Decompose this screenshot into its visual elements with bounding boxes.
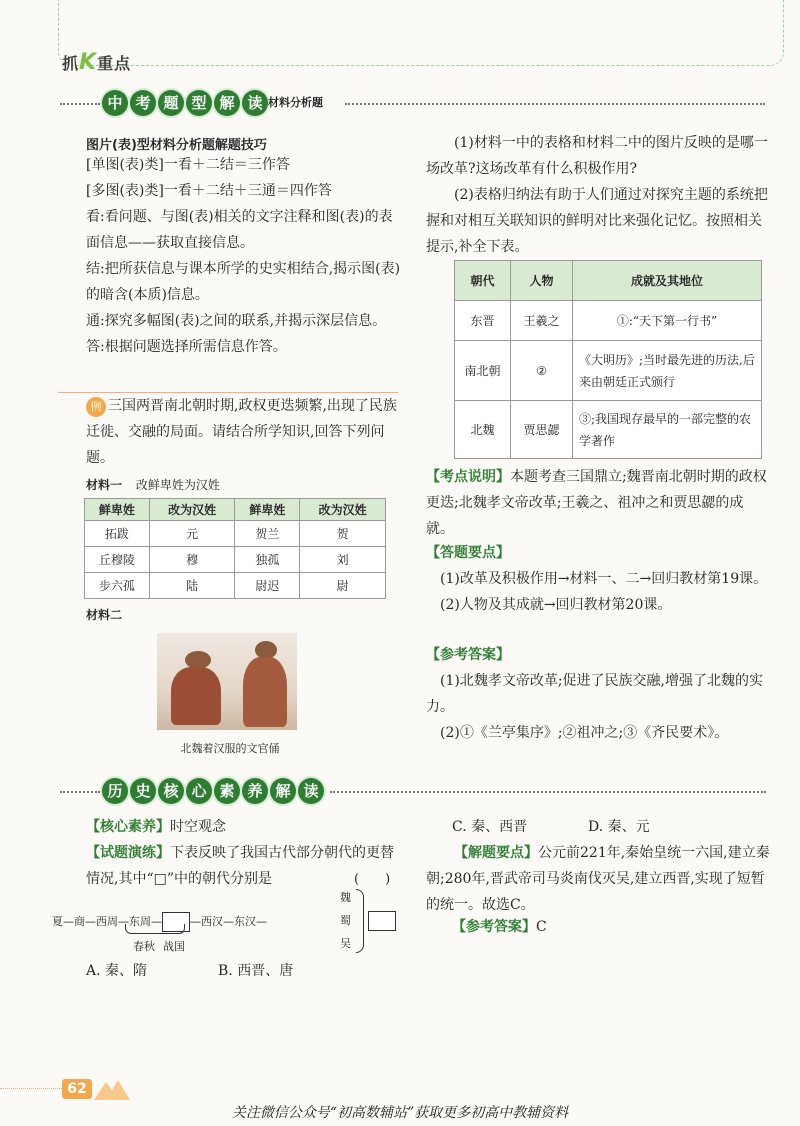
table-row: 东晋 王羲之 ①:“天下第一行书” — [455, 301, 762, 341]
blank-box-2 — [368, 911, 396, 931]
header-frame — [58, 0, 784, 66]
example-text: 三国两晋南北朝时期,政权更迭频繁,出现了民族迁徙、交融的局面。请结合所学知识,回答下列问题。 — [86, 398, 397, 466]
figurine-photo — [157, 633, 297, 730]
mountain-icon — [94, 1076, 130, 1100]
section-subtitle: 材料分析题 — [268, 96, 323, 109]
material-one-label: 材料一 改鲜卑姓为汉姓 — [86, 478, 220, 492]
timeline-sub-labels: 春秋 战国 — [133, 940, 185, 953]
promo-footer: 关注微信公众号“初高数辅站”获取更多初高中教辅资料 — [231, 1105, 569, 1121]
tips-heading: 图片(表)型材料分析题解题技巧 — [86, 138, 267, 153]
col-header: 成就及其地位 — [573, 261, 762, 301]
practice-question: 【试题演练】下表反映了我国古代部分朝代的更替情况,其中“□”中的朝代分别是 — [86, 845, 394, 887]
section-title-exam: 中 考 题 型 解 读 — [102, 90, 270, 116]
table-row: 北魏 贾思勰 ③;我国现存最早的一部完整的农学著作 — [455, 401, 762, 459]
divider — [60, 791, 100, 793]
page-number: 62 — [62, 1079, 92, 1099]
col-header: 鲜卑姓 — [85, 499, 150, 521]
col-header: 朝代 — [455, 261, 511, 301]
column-logo: 抓K重点 — [62, 50, 132, 75]
core-literacy: 【核心素养】时空观念 — [86, 819, 226, 835]
table-header-row — [455, 261, 762, 301]
material-two-label: 材料二 — [86, 608, 123, 622]
tips-body: [单图(表)类]一看＋二结＝三作答 [多图(表)类]一看＋二结＋三通＝四作答 看:看问题、与图(表)相关的文字注释和图(表)的表面信息——获取直接信息。 结:把所获信息与课本所学的史实相结合,揭示图(表)的暗含(本质)信息。 通:探究多幅图(表)之间的联系,并揭示深层信息。 答:根据问题选择所需信息作答。 — [86, 157, 401, 355]
table-row: 拓跋 元 贺兰 贺 — [85, 521, 386, 547]
sub-bracket — [125, 924, 185, 934]
col-header: 人物 — [511, 261, 573, 301]
col-header: 改为汉姓 — [149, 499, 235, 521]
col-header: 鲜卑姓 — [235, 499, 300, 521]
section-title-core: 历 史 核 心 素 养 解 读 — [102, 778, 326, 804]
option-a: A. 秦、隋 — [86, 963, 148, 979]
question-1: (1)材料一中的表格和材料二中的图片反映的是哪一场改革?这场改革有什么积极作用? — [426, 135, 768, 177]
col-header: 改为汉姓 — [300, 499, 386, 521]
solution-points: 【解题要点】公元前221年,秦始皇统一六国,建立秦朝;280年,晋武帝司马炎南伐灭吴,建立西晋,实现了短暂的统一。故选C。 — [426, 845, 770, 913]
table-row: 步六孤 陆 尉迟 尉 — [85, 573, 386, 599]
option-d: D. 秦、元 — [588, 819, 650, 835]
answer-paren: ( ) — [354, 872, 391, 887]
photo-caption: 北魏着汉服的文官俑 — [180, 742, 280, 755]
reference-answer: 【参考答案】 (1)北魏孝文帝改革;促进了民族交融,增强了北魏的实力。 (2)①《兰亭集序》;②祖冲之;③《齐民要术》。 — [426, 647, 763, 741]
table-row: 丘穆陵 穆 独孤 刘 — [85, 547, 386, 573]
stack-brace — [356, 889, 364, 953]
divider — [345, 103, 765, 105]
divider — [330, 791, 766, 793]
dynasty-timeline: 夏—商—西周—东周— —西汉—东汉— — [52, 912, 267, 932]
three-kingdoms-stack: 魏 蜀 吴 — [340, 891, 351, 950]
question-2: (2)表格归纳法有助于人们通过对探究主题的系统把握和对相互关联知识的鲜明对比来强化记忆。按照相关提示,补全下表。 — [426, 187, 768, 255]
option-c: C. 秦、西晋 — [452, 819, 528, 835]
example-icon: 例 — [86, 397, 106, 417]
final-answer: 【参考答案】C — [452, 919, 547, 935]
table-row: 南北朝 ② 《大明历》;当时最先进的历法,后来由朝廷正式颁行 — [455, 341, 762, 401]
divider — [60, 103, 100, 105]
table-header-row — [85, 499, 386, 521]
option-b: B. 西晋、唐 — [218, 963, 294, 979]
key-points: 【考点说明】本题考查三国鼎立;魏晋南北朝时期的政权更迭;北魏孝文帝改革;王羲之、祖冲之和贾思勰的成就。 — [426, 469, 767, 537]
footer-line — [0, 1088, 62, 1089]
answer-points: 【答题要点】 (1)改革及积极作用→材料一、二→回归教材第19课。 (2)人物及其成就→回归教材第20课。 — [426, 545, 768, 613]
achievement-table — [454, 260, 762, 459]
material-one-table — [84, 498, 386, 599]
